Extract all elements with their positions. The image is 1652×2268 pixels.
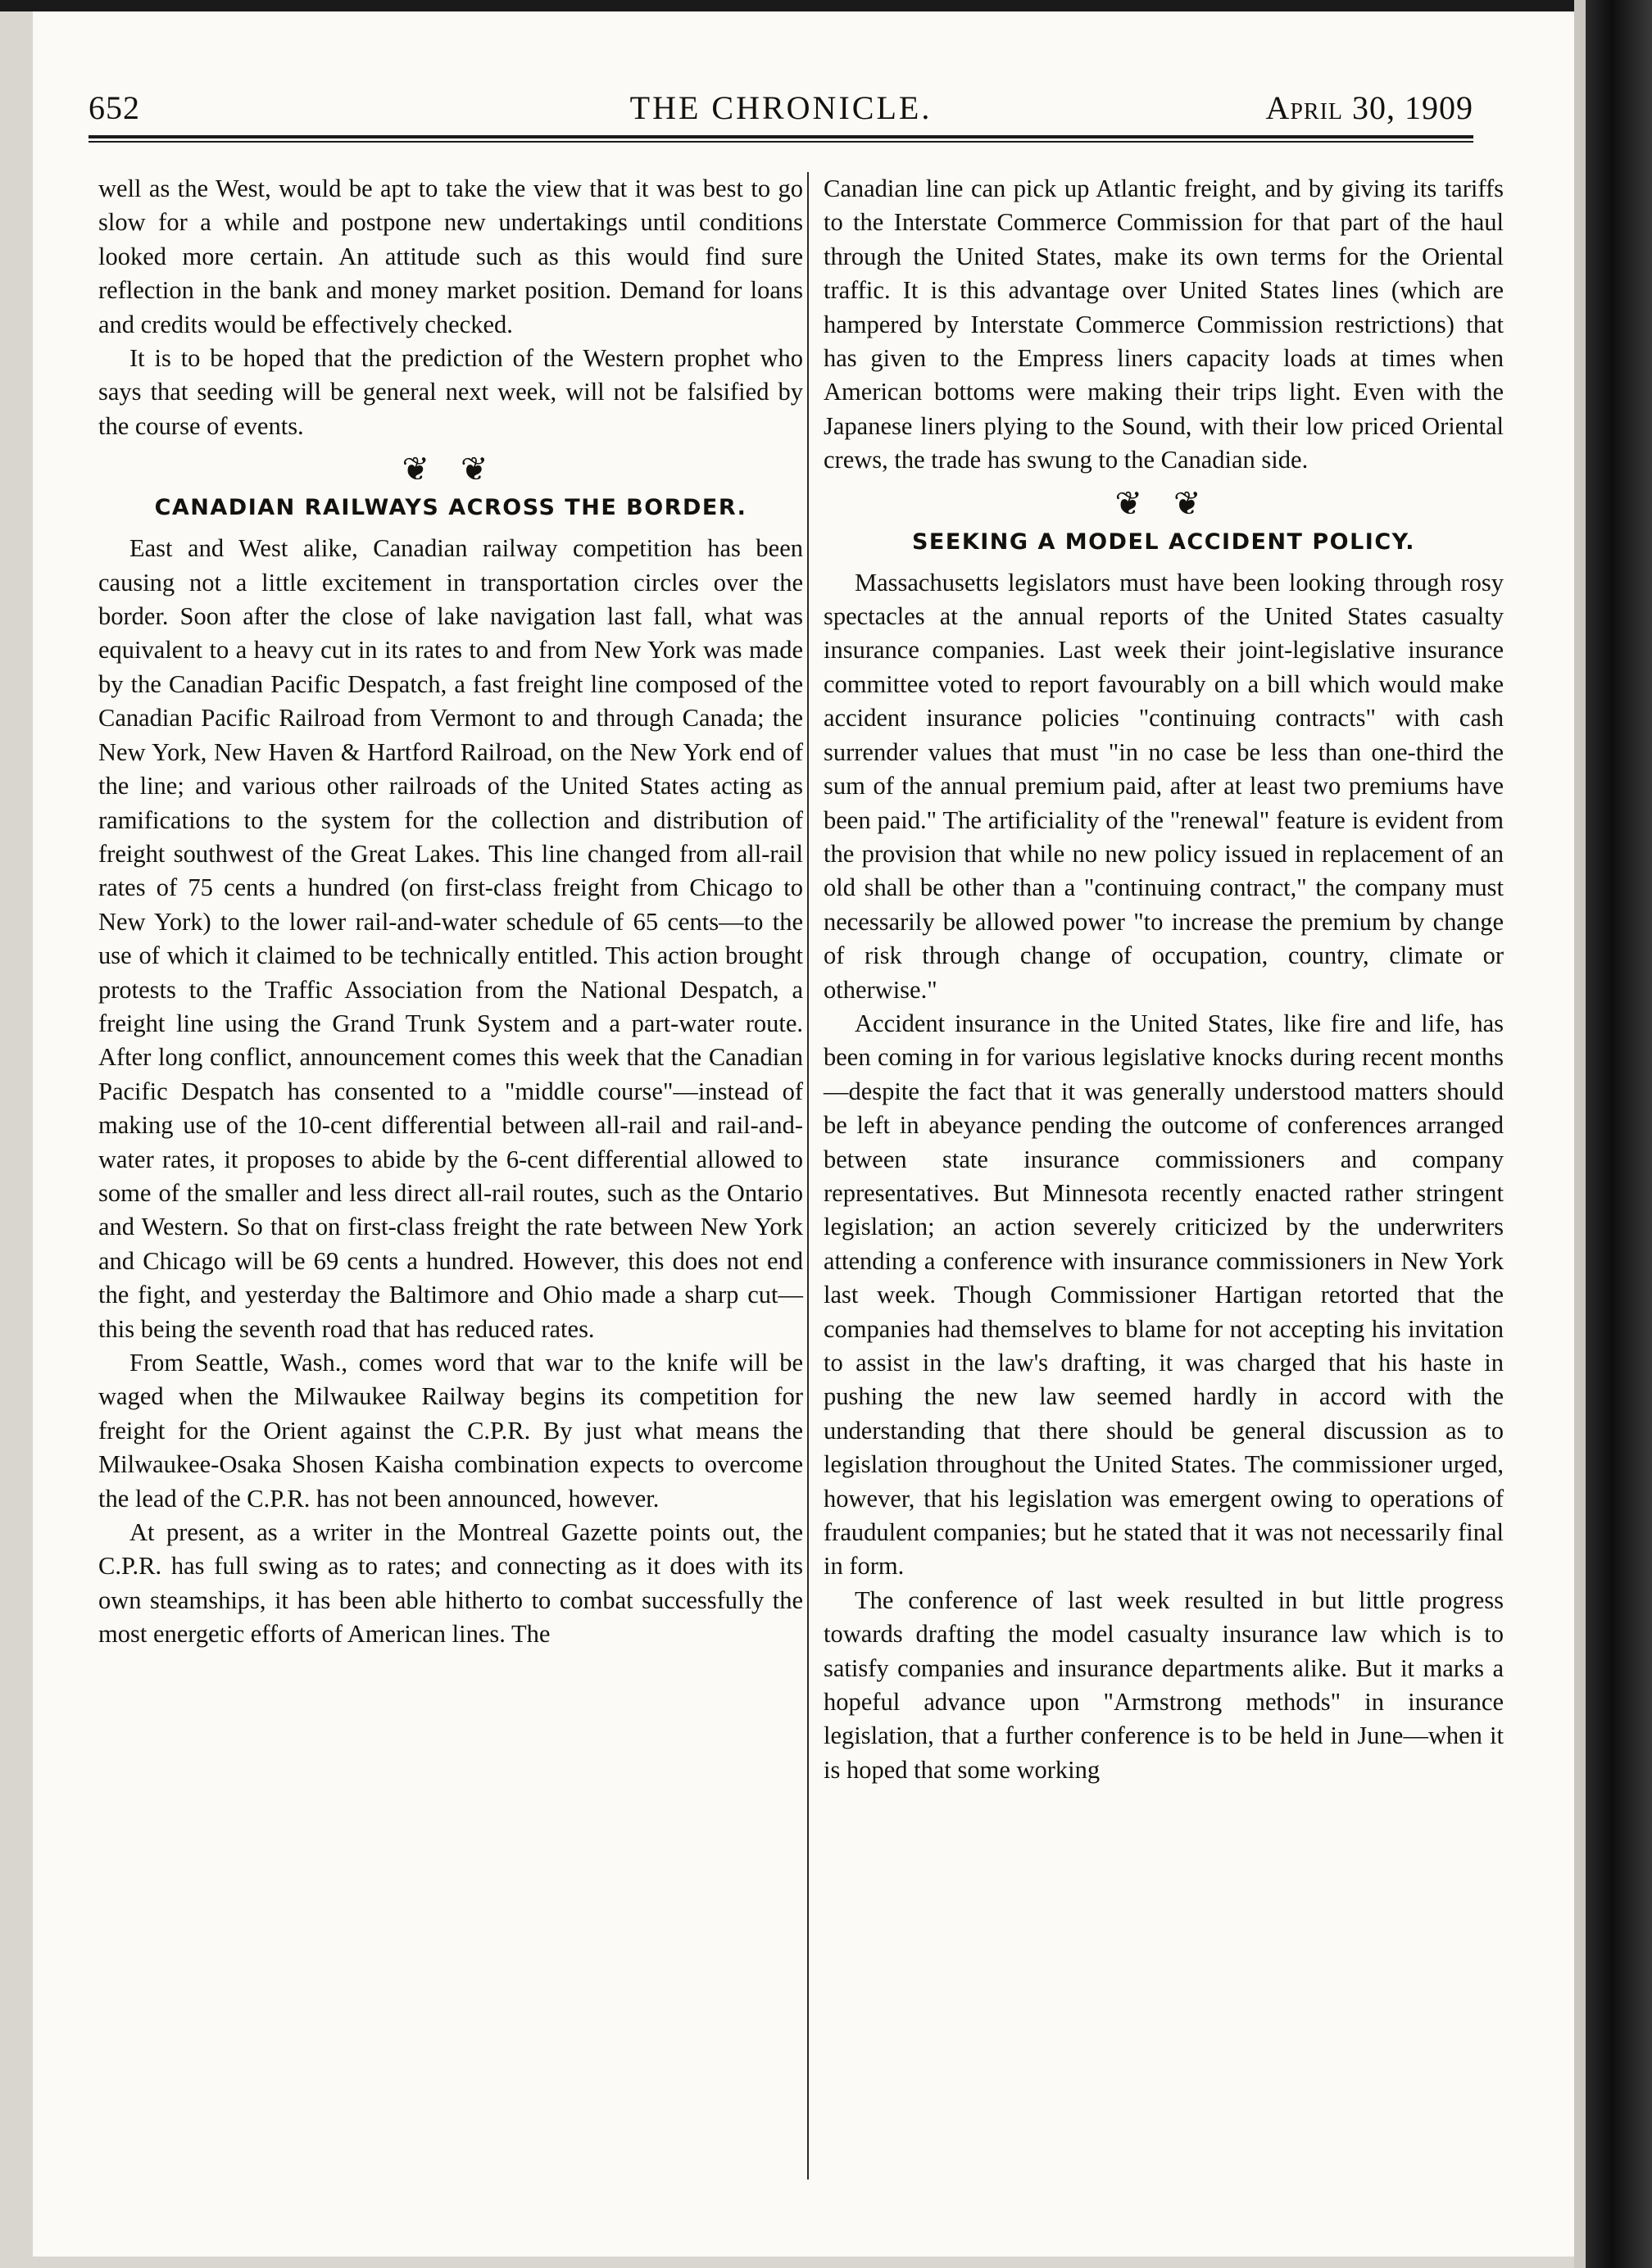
section-ornament: ❦ ❦ — [1114, 484, 1213, 522]
section-ornament: ❦ ❦ — [402, 451, 500, 488]
header-rule-thin — [88, 141, 1473, 143]
paragraph: Massachusetts legislators must have been looking through rosy spectacles at the annual reports of the United States casualty insurance companies. Last week their joint-legislative insurance committee voted to report favourably on a bill which would make accident insurance policies "continuing contracts" with cash surrender values that must "in no case be less than one-third the sum of the annual premium paid, after at least two premiums have been paid." The artificiality of the "renewal" feature is evident from the provision that while no new policy issued in replacement of an old shall be other than a "continuing contract," the company must necessarily be allowed power "to increase the premium by change of risk through change of occupation, country, climate or otherwise." — [824, 568, 1504, 1004]
right-column — [824, 172, 1504, 1787]
paragraph: From Seattle, Wash., comes word that war to the knife will be waged when the Milwaukee Railway begins its competition for freight for the Orient against the C.P.R. By just what means the Milwaukee-Osaka Shosen Kaisha combination expects to overcome the lead of the C.P.R. has not been announced, however. — [98, 1349, 803, 1513]
paragraph: It is to be hoped that the prediction of the Western prophet who says that seeding will be general next week, will not be falsified by the course of events. — [98, 344, 803, 440]
running-title: THE CHRONICLE. — [629, 89, 933, 126]
scan-top-edge — [0, 0, 1652, 11]
scan-right-edge — [1586, 0, 1652, 2268]
paragraph: At present, as a writer in the Montreal Gazette points out, the C.P.R. has full swing as to rates; and connecting as it does with its own steamships, it has been able hitherto to combat successfully the most energetic efforts of American lines. The — [98, 1518, 803, 1649]
paragraph: Accident insurance in the United States, like fire and life, has been coming in for various legislative knocks during recent months—despite the fact that it was generally understood matters should be left in abeyance pending the outcome of conferences arranged between state insurance commissioners and company representatives. But Minnesota recently enacted rather stringent legislation; an action severely criticized by the underwriters attending a conference with insurance commissioners in New York last week. Though Commissioner Hartigan retorted that the companies had themselves to blame for not accepting his invitation to assist in the law's drafting, it was charged that his haste in pushing the new law seemed hardly in accord with the understanding that there should be general discussion as to legislation throughout the United States. The commissioner urged, however, that his legislation was emergent owing to operations of fraudulent companies; but he stated that it was not necessarily final in form. — [824, 1009, 1504, 1581]
column-divider — [807, 172, 809, 2180]
paragraph: East and West alike, Canadian railway competition has been causing not a little excitement in transportation circles over the border. Soon after the close of lake navigation last fall, what was equivalent to a heavy cut in its rates to and from New York was made by the Canadian Pacific Despatch, a fast freight line composed of the Canadian Pacific Railroad from Vermont to and through Canada; the New York, New Haven & Hartford Railroad, on the New York end of the line; and various other railroads of the United States acting as ramifications to the system for the collection and distribution of freight southwest of the Great Lakes. This line changed from all-rail rates of 75 cents a hundred (on first-class freight from Chicago to New York) to the lower rail-and-water schedule of 65 cents—to the use of which it claimed to be technically entitled. This action brought protests to the Traffic Association from the National Despatch, a freight line using the Grand Trunk System and a part-water route. After long conflict, announcement comes this week that the Canadian Pacific Despatch has consented to a "middle course"—instead of making use of the 10-cent differential between all-rail and rail-and-water rates, it proposes to abide by the 6-cent differential allowed to some of the smaller and less direct all-rail routes, such as the Ontario and Western. So that on first-class freight the rate between New York and Chicago will be 69 cents a hundred. However, this does not end the fight, and yesterday the Baltimore and Ohio made a sharp cut—this being the seventh road that has reduced rates. — [98, 534, 803, 1343]
scan-margin-strip — [1574, 0, 1586, 2268]
paragraph: well as the West, would be apt to take the view that it was best to go slow for a while and postpone new undertakings until conditions looked more certain. An attitude such as this would find sure reflection in the bank and money market position. Demand for loans and credits would be effectively checked. — [98, 175, 803, 338]
page-header — [88, 88, 1473, 138]
paragraph: Canadian line can pick up Atlantic freight, and by giving its tariffs to the Interstate Commerce Commission for that part of the haul through the United States, make its own terms for the Oriental traffic. It is this advantage over United States lines (which are hampered by Interstate Commerce Commission restrictions) that has given to the Empress liners capacity loads at times when American bottoms were making their trips light. Even with the Japanese liners plying to the Sound, with their low priced Oriental crews, the trade has swung to the Canadian side. — [824, 175, 1504, 474]
header-rule — [88, 135, 1473, 138]
article-headline: CANADIAN RAILWAYS ACROSS THE BORDER. — [154, 495, 747, 521]
issue-date: April 30, 1909 — [1265, 89, 1473, 126]
left-column — [98, 172, 803, 1652]
paragraph: The conference of last week resulted in but little progress towards drafting the model casualty insurance law which is to satisfy companies and insurance departments alike. But it marks a hopeful advance upon "Armstrong methods" in insurance legislation, that a further conference is to be held in June—when it is hoped that some working — [824, 1585, 1504, 1784]
article-headline: SEEKING A MODEL ACCIDENT POLICY. — [911, 528, 1416, 555]
page-number: 652 — [88, 89, 140, 126]
